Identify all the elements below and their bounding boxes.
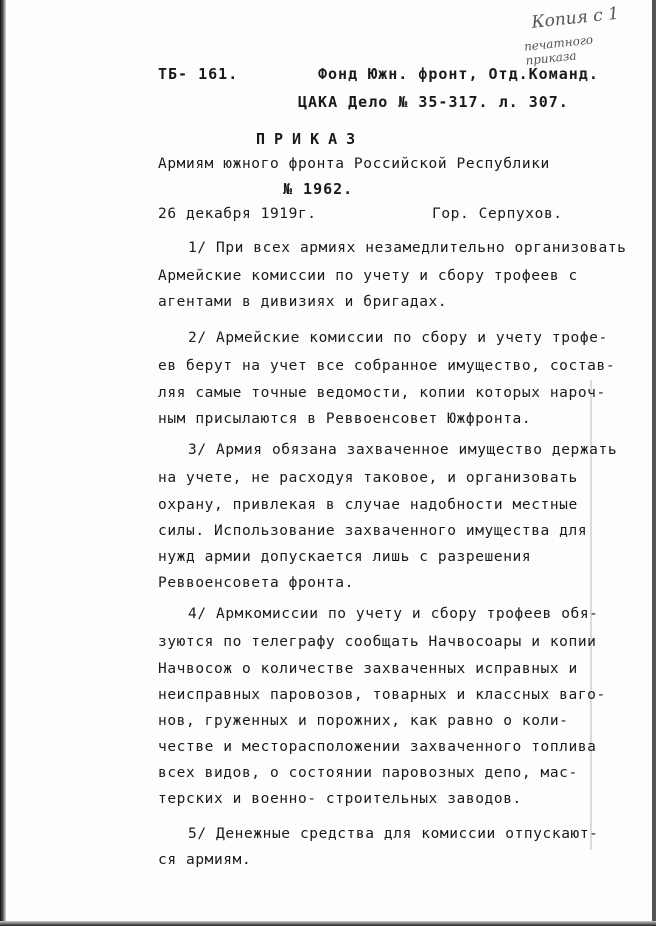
archive-code: ТБ- 161. xyxy=(158,65,239,83)
archive-case: ЦАКА Дело № 35-317. л. 307. xyxy=(298,93,569,111)
text-line: силы. Использование захваченного имущества для xyxy=(158,523,588,539)
annotation-line-2: печатного приказа xyxy=(523,32,594,68)
text-line: нов, груженных и порожних, как равно о коли- xyxy=(158,713,569,729)
text-line: 1/ При всех армиях незамедлительно организовать xyxy=(188,240,627,256)
text-line: 2/ Армейские комиссии по сбору и учету трофе- xyxy=(188,330,608,346)
text-line: неисправных паровозов, товарных и классных ваго- xyxy=(158,687,606,703)
order-date: 26 декабря 1919г. xyxy=(158,206,317,222)
text-line: Реввоенсовета фронта. xyxy=(158,575,354,591)
text-line: Начвосож о количестве захваченных исправных и xyxy=(158,661,578,677)
text-line: ев берут на учет все собранное имущество, состав- xyxy=(158,358,616,374)
text-line: всех видов, о состоянии паровозных депо, мас- xyxy=(158,765,578,781)
document-title: ПРИКАЗ xyxy=(256,130,365,148)
document-subtitle: Армиям южного фронта Российской Республики xyxy=(158,156,550,172)
order-place: Гор. Серпухов. xyxy=(432,206,563,222)
annotation-line-1: Копия с 1 xyxy=(530,3,620,33)
scan-edge-bottom xyxy=(0,921,656,926)
archive-fond: Фонд Южн. фронт, Отд.Команд. xyxy=(318,65,599,83)
text-line: агентами в дивизиях и бригадах. xyxy=(158,294,448,310)
scan-edge-left xyxy=(0,0,6,926)
text-line: зуются по телеграфу сообщать Начвосоары и копии xyxy=(158,634,597,650)
order-number: № 1962. xyxy=(283,180,354,198)
text-line: охрану, привлекая в случае надобности местные xyxy=(158,497,578,513)
text-line: ся армиям. xyxy=(158,852,252,868)
text-line: ным присылаются в Реввоенсовет Южфронта. xyxy=(158,411,532,427)
text-line: на учете, не расходуя таковое, и организовать xyxy=(158,470,578,486)
text-line: 5/ Денежные средства для комиссии отпускают- xyxy=(188,826,599,842)
text-line: 4/ Армкомиссии по учету и сбору трофеев обя- xyxy=(188,606,599,622)
text-line: честве и месторасположении захваченного топлива xyxy=(158,739,597,755)
text-line: терских и военно- строительных заводов. xyxy=(158,791,522,807)
scan-edge-right xyxy=(652,0,656,926)
text-line: 3/ Армия обязана захваченное имущество держать xyxy=(188,442,618,458)
text-line: ляя самые точные ведомости, копии которых нароч- xyxy=(158,385,606,401)
handwritten-annotation xyxy=(520,0,644,68)
text-line: Армейские комиссии по учету и сбору трофеев с xyxy=(158,268,578,284)
text-line: нужд армии допускается лишь с разрешения xyxy=(158,549,532,565)
